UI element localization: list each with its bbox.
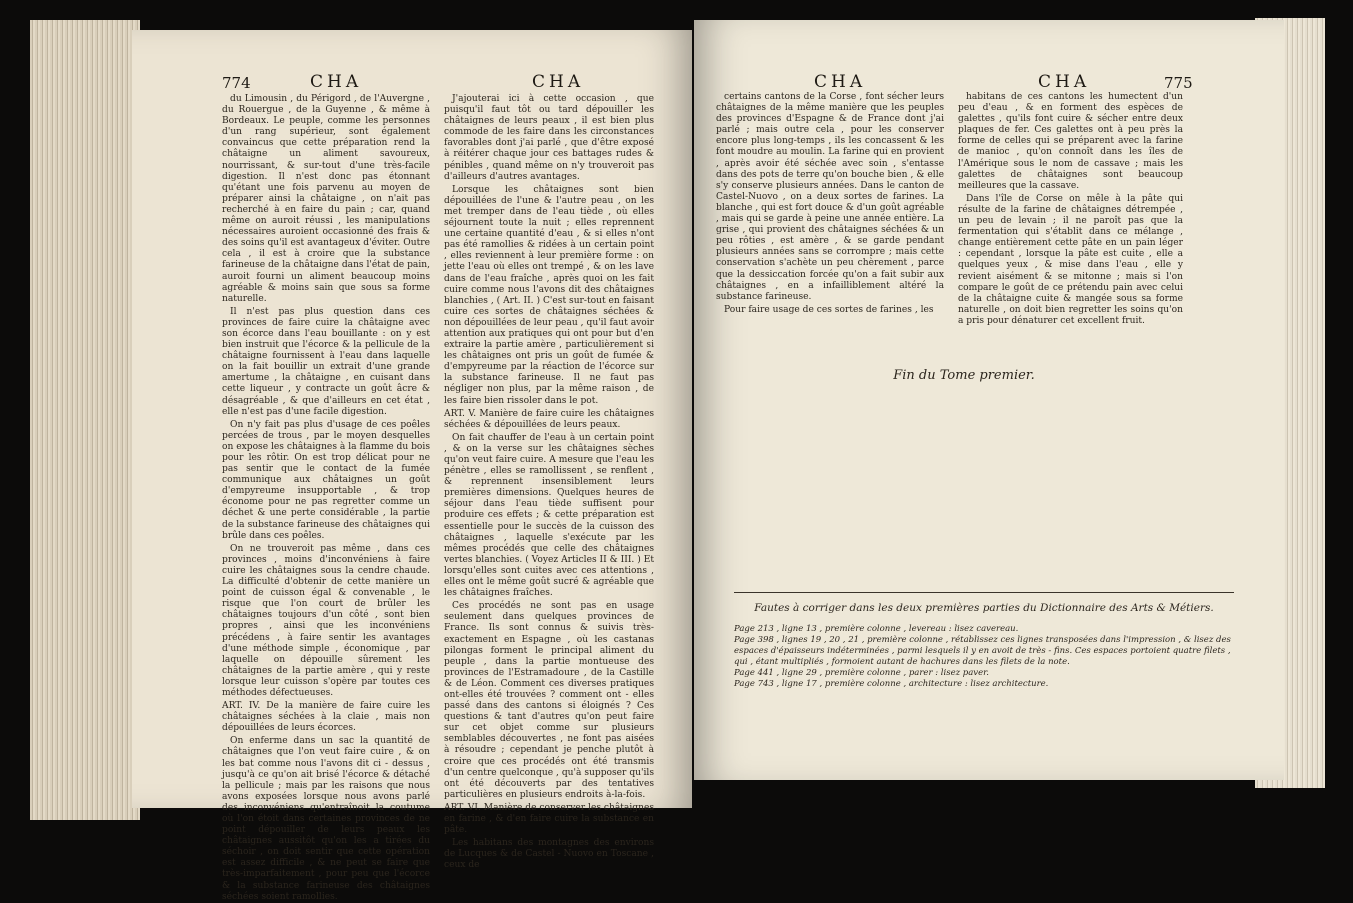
- errata-item: Page 743 , ligne 17 , première colonne , architecture : lisez architecture.: [734, 679, 1049, 689]
- running-header-left-2: CHA: [532, 72, 585, 92]
- right-page-column-1: [716, 92, 944, 332]
- errata-list: [734, 624, 1234, 690]
- article-heading: ART. V. Manière de faire cuire les châtaignes séchées & dépouillées de leurs peaux.: [444, 408, 654, 430]
- paragraph: Ces procédés ne sont pas en usage seulement dans quelques provinces de France. Ils sont connus & suivis très-exactement en Espagne , où les castanas pilongas forment le principal aliment du peuple , dans la partie montueuse des provinces de l'Estramadoure , de la Castille & de Léon. Comment ces diverses pratiques ont-elles été trouvées ? comment ont - elles passé dans des cantons si éloignés ? Ces questions & tant d'autres qu'on peut faire sur cet objet comme sur plusieurs semblables découvertes , ne font pas aisées à résoudre ; cependant je penche plutôt à croire que ces procédés ont été transmis d'un centre quelconque , qu'à supposer qu'ils ont été découverts par des tentatives particulières en plusieurs endroits à-la-fois.: [444, 601, 654, 800]
- left-page-column-2: [444, 94, 654, 871]
- page-number-right: 775: [1164, 74, 1193, 92]
- running-header-right: CHA: [814, 72, 867, 92]
- errata-item: Page 213 , ligne 13 , première colonne , levereau : lisez cavereau.: [734, 624, 1019, 634]
- paragraph: habitans de ces cantons les humectent d'un peu d'eau , & en forment des espèces de galettes , qu'ils font cuire & sécher entre deux plaques de fer. Ces galettes ont à peu près la forme de celles qui se préparent avec la farine de manioc , qu'on connoît dans les îles de l'Amérique sous le nom de cassave ; mais les galettes de châtaignes sont beaucoup meilleures que la cassave.: [958, 92, 1183, 191]
- paragraph: du Limousin , du Périgord , de l'Auvergne , du Rouergue , de la Guyenne , & même à Bordeaux. Le peuple, comme les personnes d'un rang supérieur, sont également convaincus que cette préparation rend la châtaigne un aliment savoureux, nourrissant, & sur-tout d'une très-facile digestion. Il n'est donc pas étonnant qu'étant une fois parvenu au moyen de préparer ainsi la châtaigne , on n'ait pas recherché à en faire du pain ; car, quand même on auroit réussi , les manipulations nécessaires auroient occasionné des frais & des soins qu'il est avantageux d'éviter. Outre cela , il est à croire que la substance farineuse de la châtaigne dans l'état de pain, auroit fourni un aliment beaucoup moins agréable & moins sain que sous sa forme naturelle.: [222, 94, 430, 304]
- paragraph: On fait chauffer de l'eau à un certain point , & on la verse sur les châtaignes sèches qu'on veut faire cuire. A mesure que l'eau les pénètre , elles se ramollissent , se renflent , & reprennent insensiblement leurs premières dimensions. Quelques heures de séjour dans l'eau tiède suffisent pour produire ces effets ; & cette préparation est essentielle pour le succès de la cuisson des châtaignes , laquelle s'exécute par les mêmes procédés que celle des châtaignes vertes blanchies. ( Voyez Articles II & III. ) Et lorsqu'elles sont cuites avec ces attentions , elles ont le même goût sucré & agréable que les châtaignes fraîches.: [444, 432, 654, 599]
- divider: [734, 592, 1234, 593]
- left-page-edges: [30, 20, 140, 820]
- errata-item: Page 441 , ligne 29 , première colonne , parer : lisez paver.: [734, 668, 989, 678]
- end-of-volume-note: Fin du Tome premier.: [893, 368, 1035, 383]
- errata-title: Fautes à corriger dans les deux premières parties du Dictionnaire des Arts & Métiers.: [754, 602, 1214, 614]
- article-heading: ART. VI. Manière de conserver les châtaignes en farine , & d'en faire cuire la substance en pâte.: [444, 802, 654, 836]
- paragraph: On n'y fait pas plus d'usage de ces poêles percées de trous , par le moyen desquelles on expose les châtaignes à la flamme du bois pour les rôtir. On est trop délicat pour ne pas sentir que le contact de la fumée communique aux châtaignes un goût d'empyreume insupportable , & trop économe pour ne pas regretter comme un déchet & une perte considérable , la partie de la substance farineuse des châtaignes qui brûle dans ces poêles.: [222, 419, 430, 541]
- paragraph: Lorsque les châtaignes sont bien dépouillées de l'une & l'autre peau , on les met tremper dans de l'eau tiède , où elles séjournent toute la nuit ; elles reprennent une certaine quantité d'eau , & si elles n'ont pas été ramollies & ridées à un certain point , elles reviennent à leur première forme : on jette l'eau où elles ont trempé , & on les lave dans de l'eau fraîche , après quoi on les fait cuire comme nous l'avons dit des châtaignes blanchies , ( Art. II. ) C'est sur-tout en faisant cuire ces sortes de châtaignes séchées & non dépouillées de leur peau , qu'il faut avoir attention aux pratiques qui ont pour but d'en extraire la partie amère , particulièrement si les châtaignes ont pris un goût de fumée & d'empyreume par la réaction de l'écorce sur la substance farineuse. Il ne faut pas négliger non plus, par la même raison , de les faire bien rissoler dans le pot.: [444, 184, 654, 406]
- paragraph: certains cantons de la Corse , font sécher leurs châtaignes de la même manière que les peuples des provinces d'Espagne & de France dont j'ai parlé ; mais outre cela , pour les conserver encore plus long-temps , ils les concassent & les font moudre au moulin. La farine qui en provient , après avoir été séchée avec soin , s'entasse dans des pots de terre qu'on bouche bien , & elle s'y conserve plusieurs années. Dans le canton de Castel-Nuovo , on a deux sortes de farines. La blanche , qui est fort douce & d'un goût agréable , mais qui se garde à peine une année entière. La grise , qui provient des châtaignes séchées & un peu rôties , est amère , & se garde pendant plusieurs années sans se corrompre ; mais cette conservation s'achète un peu chèrement , parce que la dessiccation forcée qu'on a fait subir aux châtaignes , en a infailliblement altéré la substance farineuse.: [716, 92, 944, 302]
- page-number-left: 774: [222, 74, 251, 92]
- paragraph: Pour faire usage de ces sortes de farines , les: [724, 304, 934, 315]
- paragraph: Il n'est pas plus question dans ces provinces de faire cuire la châtaigne avec son écorce dans l'eau bouillante : on y est bien instruit que l'écorce & la pellicule de la châtaigne fournissent à l'eau dans laquelle on la fait bouillir un extrait d'une grande amertume , la châtaigne , en cuisant dans cette liqueur , y contracte un goût âcre & désagréable , & que d'ailleurs en cet état , elle n'est pas d'une facile digestion.: [222, 306, 430, 417]
- paragraph: J'ajouterai ici à cette occasion , que puisqu'il faut tôt ou tard dépouiller les châtaignes de leurs peaux , il est bien plus commode de les faire dans les circonstances favorables dont j'ai parlé , que d'être exposé à réitérer chaque jour ces battages rudes & pénibles , quand même on n'y trouveroit pas d'ailleurs d'autres avantages.: [444, 94, 654, 182]
- right-page: [694, 20, 1284, 780]
- running-header-left: CHA: [310, 72, 363, 92]
- paragraph: On enferme dans un sac la quantité de châtaignes que l'on veut faire cuire , & on les bat comme nous l'avons dit ci - dessus , jusqu'à ce qu'on ait brisé l'écorce & détaché la pellicule ; mais par les raisons que nous avons exposées lorsque nous avons parlé des inconvéniens qu'entraînoit la coutume où l'on étoit dans certaines provinces de ne point dépouiller de leurs peaux les châtaignes aussitôt qu'on les a tirées du séchoir , on doit sentir que cette opération est assez difficile , & ne peut se faire que très-imparfaitement , pour peu que l'écorce & la substance farineuse des châtaignes séchées soient ramollies.: [222, 736, 430, 902]
- running-header-right-2: CHA: [1038, 72, 1091, 92]
- right-page-column-2: [958, 92, 1183, 332]
- left-page: [132, 30, 692, 902]
- left-page-column-1: [222, 94, 430, 902]
- errata-item: Page 398 , lignes 19 , 20 , 21 , première colonne , rétablissez ces lignes transposées dans l'impression , & lisez des espaces d'épaisseurs indéterminées , parmi lesquels il y en avoit de très - fins. Ces espaces portoient quatre filets , qui , étant multipliés , formoient autant de hachures dans les filets de la note.: [734, 635, 1231, 667]
- paragraph: On ne trouveroit pas même , dans ces provinces , moins d'inconvéniens à faire cuire les châtaignes sous la cendre chaude. La difficulté d'obtenir de cette manière un point de cuisson égal & convenable , le risque que l'on court de brûler les châtaignes toujours d'un côté , sont bien propres , ainsi que les inconvéniens précédens , à faire sentir les avantages d'une méthode simple , économique , par laquelle on dépouille sûrement les châtaignes de la partie amère , qui y reste lorsque leur cuisson s'opère par toutes ces méthodes défectueuses.: [222, 543, 430, 698]
- paragraph: Dans l'île de Corse on mêle à la pâte qui résulte de la farine de châtaignes détrempée , un peu de levain ; il ne paroît pas que la fermentation qui s'établit dans ce mélange , change entièrement cette pâte en un pain léger : cependant , lorsque la pâte est cuite , elle a quelques yeux , & mise dans l'eau , elle y revient aisément & se mitonne ; mais si l'on compare le goût de ce prétendu pain avec celui de la châtaigne cuite & mangée sous sa forme naturelle , on doit bien regretter les soins qu'on a pris pour dénaturer cet excellent fruit.: [958, 193, 1183, 326]
- paragraph: Les habitans des montagnes des environs de Lucques & de Castel - Nuovo en Toscane , ceux de: [444, 838, 654, 871]
- article-heading: ART. IV. De la manière de faire cuire les châtaignes séchées à la claie , mais non dépouillées de leurs écorces.: [222, 701, 430, 734]
